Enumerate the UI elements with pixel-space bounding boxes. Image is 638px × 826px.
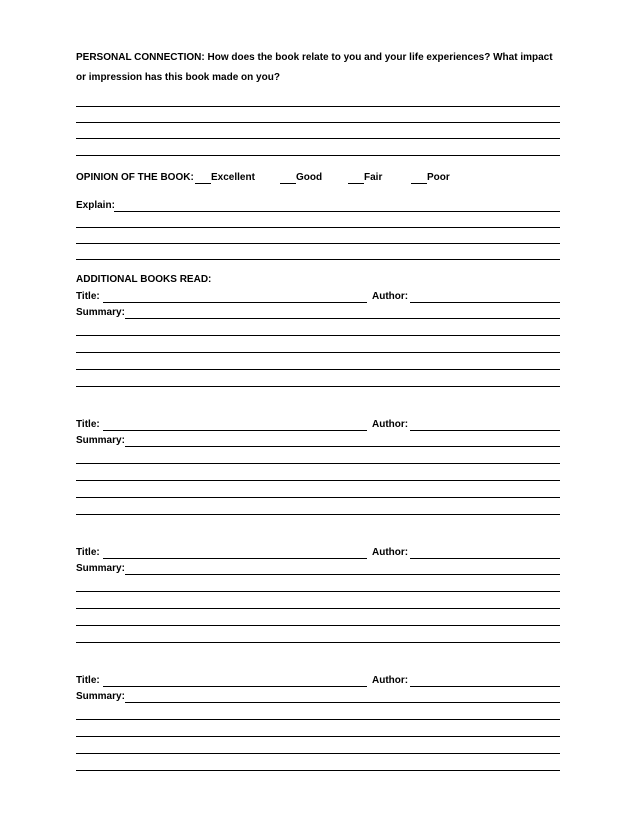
- answer-line[interactable]: [76, 480, 560, 481]
- answer-line[interactable]: [76, 497, 560, 498]
- book-title-label: Title:: [76, 675, 100, 686]
- opinion-option-fair: Fair: [364, 172, 383, 183]
- book-summary-label: Summary:: [76, 691, 125, 702]
- book-summary-line[interactable]: [125, 446, 560, 447]
- book-summary-line[interactable]: [125, 318, 560, 319]
- explain-label: Explain:: [76, 200, 115, 211]
- book-author-line[interactable]: [410, 686, 560, 687]
- book-summary-label: Summary:: [76, 563, 125, 574]
- book-title-label: Title:: [76, 419, 100, 430]
- answer-line[interactable]: [76, 335, 560, 336]
- answer-line[interactable]: [76, 352, 560, 353]
- opinion-option-excellent: Excellent: [211, 172, 255, 183]
- answer-line[interactable]: [76, 106, 560, 107]
- answer-line[interactable]: [76, 386, 560, 387]
- book-title-line[interactable]: [103, 302, 367, 303]
- answer-line[interactable]: [76, 770, 560, 771]
- book-author-line[interactable]: [410, 558, 560, 559]
- opinion-option-poor: Poor: [427, 172, 450, 183]
- book-title-line[interactable]: [103, 558, 367, 559]
- answer-line[interactable]: [76, 642, 560, 643]
- answer-line[interactable]: [76, 155, 560, 156]
- book-author-label: Author:: [372, 291, 409, 302]
- answer-line[interactable]: [76, 608, 560, 609]
- opinion-blank-poor[interactable]: [411, 183, 427, 184]
- book-summary-label: Summary:: [76, 435, 125, 446]
- answer-line[interactable]: [76, 591, 560, 592]
- book-author-label: Author:: [372, 419, 409, 430]
- answer-line[interactable]: [76, 369, 560, 370]
- answer-line[interactable]: [76, 243, 560, 244]
- answer-line[interactable]: [76, 122, 560, 123]
- personal-connection-prompt-line1: PERSONAL CONNECTION: How does the book relate to you and your life experiences? What impact: [76, 52, 553, 63]
- answer-line[interactable]: [76, 736, 560, 737]
- answer-line[interactable]: [76, 719, 560, 720]
- book-summary-line[interactable]: [125, 702, 560, 703]
- book-title-label: Title:: [76, 291, 100, 302]
- book-title-line[interactable]: [103, 686, 367, 687]
- answer-line[interactable]: [76, 463, 560, 464]
- opinion-blank-excellent[interactable]: [195, 183, 211, 184]
- opinion-blank-good[interactable]: [280, 183, 296, 184]
- answer-line[interactable]: [76, 625, 560, 626]
- opinion-option-good: Good: [296, 172, 323, 183]
- additional-books-heading: ADDITIONAL BOOKS READ:: [76, 274, 212, 285]
- explain-line[interactable]: [114, 211, 560, 212]
- answer-line[interactable]: [76, 138, 560, 139]
- answer-line[interactable]: [76, 753, 560, 754]
- opinion-blank-fair[interactable]: [348, 183, 364, 184]
- answer-line[interactable]: [76, 227, 560, 228]
- book-summary-line[interactable]: [125, 574, 560, 575]
- book-summary-label: Summary:: [76, 307, 125, 318]
- book-author-label: Author:: [372, 675, 409, 686]
- book-author-line[interactable]: [410, 430, 560, 431]
- book-title-label: Title:: [76, 547, 100, 558]
- book-author-label: Author:: [372, 547, 409, 558]
- answer-line[interactable]: [76, 514, 560, 515]
- answer-line[interactable]: [76, 259, 560, 260]
- book-author-line[interactable]: [410, 302, 560, 303]
- personal-connection-prompt-line2: or impression has this book made on you?: [76, 72, 280, 83]
- opinion-label: OPINION OF THE BOOK:: [76, 172, 194, 183]
- book-title-line[interactable]: [103, 430, 367, 431]
